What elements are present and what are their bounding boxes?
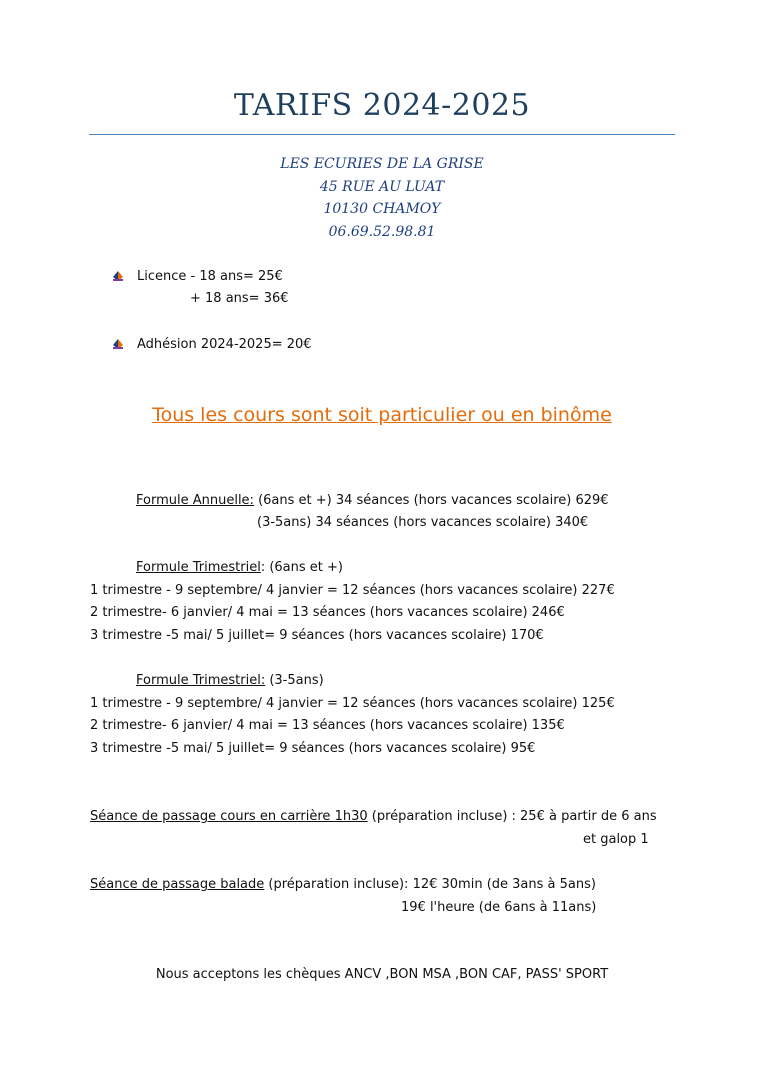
passage-balade-line-1 xyxy=(90,877,596,892)
page-title: TARIFS 2024-2025 xyxy=(233,88,531,123)
licence-line-2: + 18 ans= 36€ xyxy=(190,291,289,306)
passage-balade-label: Séance de passage balade xyxy=(90,877,265,892)
address-street: 45 RUE AU LUAT xyxy=(319,179,445,195)
trimestriel-6-row: 2 trimestre- 6 janvier/ 4 mai = 13 séances (hors vacances scolaire) 246€ xyxy=(90,605,565,620)
adhesion-line: Adhésion 2024-2025= 20€ xyxy=(137,337,312,352)
arrow-bullet-icon xyxy=(113,339,123,349)
arrow-bullet-icon xyxy=(113,271,123,281)
trimestriel-6-suffix: : (6ans et +) xyxy=(260,560,343,575)
annuelle-text-1: (6ans et +) 34 séances (hors vacances scolaire) 629€ xyxy=(253,493,609,508)
trimestriel-6-row: 1 trimestre - 9 septembre/ 4 janvier = 12 séances (hors vacances scolaire) 227€ xyxy=(90,583,615,598)
passage-carriere-text: (préparation incluse) : 25€ à partir de 6 ans xyxy=(367,809,657,824)
passage-carriere-line-2: et galop 1 xyxy=(583,832,649,847)
annuelle-line-2: (3-5ans) 34 séances (hors vacances scolaire) 340€ xyxy=(257,515,589,530)
trimestriel-3-heading xyxy=(136,673,324,688)
trimestriel-3-row: 1 trimestre - 9 septembre/ 4 janvier = 12 séances (hors vacances scolaire) 125€ xyxy=(90,696,615,711)
trimestriel-6-heading xyxy=(136,560,343,575)
annuelle-line-1 xyxy=(136,493,609,508)
address-name: LES ECURIES DE LA GRISE xyxy=(280,156,484,172)
courses-headline: Tous les cours sont soit particulier ou en binôme xyxy=(152,404,612,426)
trimestriel-6-row: 3 trimestre -5 mai/ 5 juillet= 9 séances (hors vacances scolaire) 170€ xyxy=(90,628,544,643)
address-city: 10130 CHAMOY xyxy=(323,201,441,217)
trimestriel-3-row: 3 trimestre -5 mai/ 5 juillet= 9 séances (hors vacances scolaire) 95€ xyxy=(90,741,536,756)
passage-carriere-label: Séance de passage cours en carrière 1h30 xyxy=(90,809,368,824)
trimestriel-6-label: Formule Trimestriel xyxy=(136,560,261,575)
payment-footer: Nous acceptons les chèques ANCV ,BON MSA ,BON CAF, PASS' SPORT xyxy=(155,967,609,982)
passage-balade-text: (préparation incluse): 12€ 30min (de 3ans à 5ans) xyxy=(264,877,596,892)
licence-line-1: Licence - 18 ans= 25€ xyxy=(137,269,283,284)
title-divider xyxy=(89,134,675,135)
address-phone: 06.69.52.98.81 xyxy=(328,224,436,240)
annuelle-label: Formule Annuelle: xyxy=(136,493,254,508)
passage-balade-line-2: 19€ l'heure (de 6ans à 11ans) xyxy=(401,900,597,915)
trimestriel-3-label: Formule Trimestriel: xyxy=(136,673,266,688)
trimestriel-3-suffix: (3-5ans) xyxy=(265,673,324,688)
trimestriel-3-row: 2 trimestre- 6 janvier/ 4 mai = 13 séances (hors vacances scolaire) 135€ xyxy=(90,718,565,733)
passage-carriere-line-1 xyxy=(90,809,657,824)
